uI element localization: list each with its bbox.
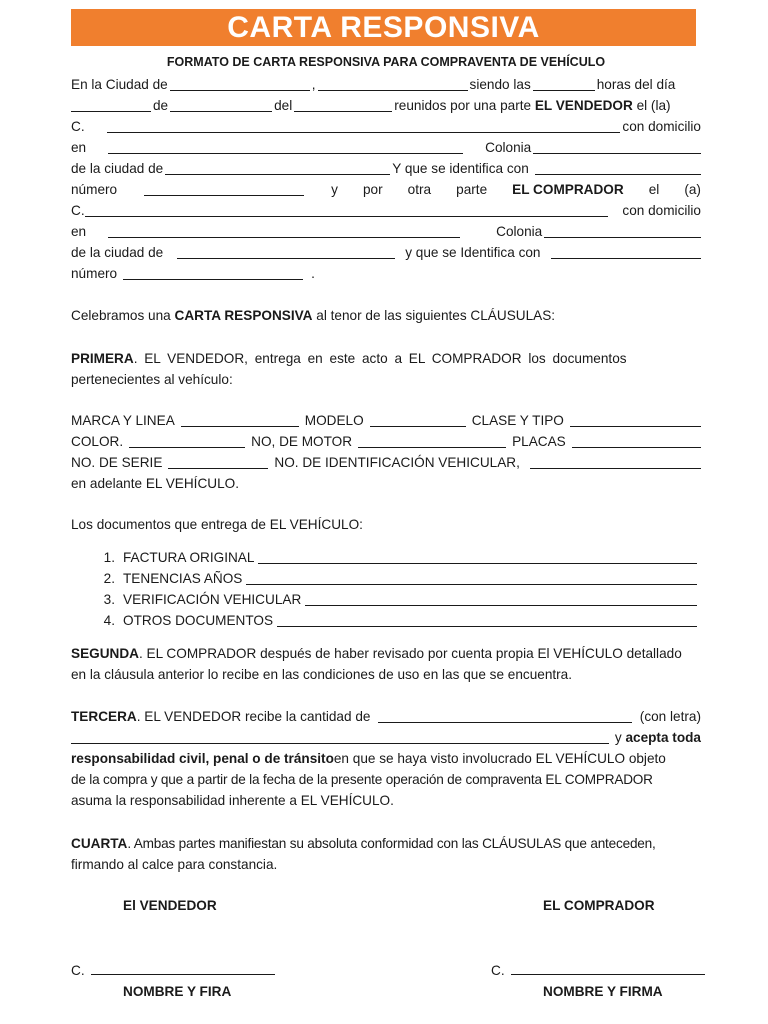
intro-line-6 bbox=[71, 178, 701, 199]
blank-seller-colonia[interactable] bbox=[533, 139, 701, 154]
intro-line-7 bbox=[71, 199, 701, 220]
text: Colonia bbox=[485, 140, 532, 155]
vehicle-line-4 bbox=[71, 472, 701, 493]
text: COLOR. bbox=[71, 434, 124, 449]
text: de la compra y que a partir de la fecha de la presente operación de compraventa EL COMPRADOR bbox=[71, 772, 653, 787]
buyer-signature-label: EL COMPRADOR bbox=[543, 898, 655, 913]
blank-day[interactable] bbox=[71, 97, 151, 112]
text: En la Ciudad de bbox=[71, 77, 168, 92]
text: , bbox=[311, 77, 316, 92]
text: siendo las bbox=[469, 77, 531, 92]
text: EL VENDEDOR bbox=[534, 98, 633, 113]
document-list-item bbox=[71, 567, 701, 588]
text: C. bbox=[491, 963, 505, 978]
intro-line-2 bbox=[71, 94, 701, 115]
tercera-line-5 bbox=[71, 789, 701, 810]
text: C. bbox=[71, 203, 85, 218]
text: al tenor de las siguientes CLÁUSULAS: bbox=[312, 308, 556, 323]
clause-label: SEGUNDA bbox=[71, 646, 139, 661]
text: parte bbox=[456, 182, 488, 197]
blank-motor[interactable] bbox=[358, 433, 506, 448]
blank-modelo[interactable] bbox=[370, 412, 466, 427]
blank-seller-city[interactable] bbox=[165, 160, 390, 175]
text: de bbox=[153, 98, 169, 113]
list-number: 3. bbox=[103, 592, 115, 607]
blank-seller-number[interactable] bbox=[144, 181, 304, 196]
text: horas del día bbox=[596, 77, 676, 92]
blank-document-4[interactable] bbox=[277, 612, 697, 627]
intro-line-10 bbox=[71, 262, 701, 283]
buyer-signature-line bbox=[491, 960, 707, 978]
blank-year[interactable] bbox=[294, 97, 392, 112]
text: Celebramos una bbox=[71, 308, 175, 323]
segunda-line-1 bbox=[71, 642, 701, 663]
segunda-line-2 bbox=[71, 663, 701, 684]
blank-marca[interactable] bbox=[181, 412, 299, 427]
text: Colonia bbox=[496, 224, 543, 239]
text: del bbox=[274, 98, 293, 113]
blank-hour[interactable] bbox=[533, 76, 595, 91]
text: responsabilidad civil, penal o de tránsito bbox=[71, 751, 334, 766]
text: MARCA Y LINEA bbox=[71, 413, 175, 428]
text: y bbox=[331, 182, 338, 197]
text: número bbox=[71, 266, 118, 281]
blank-buyer-id[interactable] bbox=[551, 244, 702, 259]
text: en que se haya visto involucrado EL VEHÍCULO objeto bbox=[333, 751, 666, 766]
text: . EL VENDEDOR, entrega en este acto a EL COMPRADOR los documentos bbox=[133, 351, 627, 366]
clause-label: TERCERA bbox=[71, 709, 137, 724]
seller-name-signature-caption: NOMBRE Y FIRA bbox=[123, 984, 232, 999]
blank-place[interactable] bbox=[318, 76, 468, 91]
clause-cuarta bbox=[71, 832, 701, 874]
text: PLACAS bbox=[512, 434, 566, 449]
blank-color[interactable] bbox=[129, 433, 245, 448]
blank-buyer-colonia[interactable] bbox=[544, 223, 701, 238]
text: asuma la responsabilidad inherente a EL VEHÍCULO. bbox=[71, 793, 394, 808]
blank-buyer-address[interactable] bbox=[108, 223, 460, 238]
text: en bbox=[71, 140, 87, 155]
text: el (la) bbox=[636, 98, 671, 113]
intro-line-9 bbox=[71, 241, 701, 262]
document-list-item bbox=[71, 588, 701, 609]
document-list-item bbox=[71, 609, 701, 630]
text: NO. DE IDENTIFICACIÓN VEHICULAR, bbox=[274, 455, 520, 470]
text: CLASE Y TIPO bbox=[471, 413, 564, 428]
text: número bbox=[71, 182, 118, 197]
blank-city[interactable] bbox=[170, 76, 310, 91]
text: pertenecientes al vehículo: bbox=[71, 372, 233, 387]
text: (con letra) bbox=[639, 709, 701, 724]
blank-serie[interactable] bbox=[168, 454, 268, 469]
primera-line-2 bbox=[71, 368, 701, 389]
blank-clase[interactable] bbox=[570, 412, 701, 427]
vehicle-line-1 bbox=[71, 409, 701, 430]
text: . EL VENDEDOR recibe la cantidad de bbox=[136, 709, 371, 724]
text: NO, DE MOTOR bbox=[251, 434, 353, 449]
primera-line-1 bbox=[71, 347, 701, 368]
buyer-name-signature-caption: NOMBRE Y FIRMA bbox=[543, 984, 663, 999]
text: en la cláusula anterior lo recibe en las condiciones de uso en las que se encuentra. bbox=[71, 667, 573, 682]
intro-line-3 bbox=[71, 115, 701, 136]
seller-signature-label: El VENDEDOR bbox=[123, 898, 217, 913]
text: . EL COMPRADOR después de haber revisado por cuenta propia El VEHÍCULO detallado bbox=[138, 646, 682, 661]
text: otra bbox=[407, 182, 432, 197]
tercera-line-2 bbox=[71, 726, 701, 747]
list-number: 1. bbox=[103, 550, 115, 565]
blank-buyer-number[interactable] bbox=[123, 265, 303, 280]
documents-ordered-list bbox=[71, 546, 701, 630]
blank-amount[interactable] bbox=[378, 708, 631, 723]
intro-line-8 bbox=[71, 220, 701, 241]
blank-buyer-city[interactable] bbox=[177, 244, 395, 259]
text: con domicilio bbox=[622, 203, 701, 218]
text: en bbox=[71, 224, 87, 239]
blank-buyer-signature[interactable] bbox=[511, 960, 705, 975]
text: (a) bbox=[684, 182, 701, 197]
text: NO. DE SERIE bbox=[71, 455, 163, 470]
text: de la ciudad de bbox=[71, 245, 164, 260]
text: . bbox=[311, 266, 315, 281]
blank-document-3[interactable] bbox=[305, 591, 697, 606]
intro-line-1 bbox=[71, 73, 701, 94]
blank-seller-name[interactable] bbox=[107, 118, 621, 133]
list-number: 4. bbox=[103, 613, 115, 628]
intro-section bbox=[71, 73, 701, 283]
documents-intro: Los documentos que entrega de EL VEHÍCULO: bbox=[71, 517, 363, 532]
clause-segunda bbox=[71, 642, 701, 684]
blank-seller-id[interactable] bbox=[535, 160, 701, 175]
blank-seller-address[interactable] bbox=[108, 139, 463, 154]
clause-label: PRIMERA bbox=[71, 351, 134, 366]
text: y que se Identifica con bbox=[405, 245, 541, 260]
document-label: TENENCIAS AÑOS bbox=[123, 571, 243, 586]
text: EL COMPRADOR bbox=[512, 182, 624, 197]
intro-line-5 bbox=[71, 157, 701, 178]
text: y bbox=[614, 730, 622, 745]
tercera-line-4 bbox=[71, 768, 701, 789]
document-list-item bbox=[71, 546, 701, 567]
text: por bbox=[362, 182, 383, 197]
document-title-banner: CARTA RESPONSIVA bbox=[71, 9, 696, 46]
text: Y que se identifica con bbox=[392, 161, 529, 176]
document-label: OTROS DOCUMENTOS bbox=[123, 613, 274, 628]
blank-placas[interactable] bbox=[572, 433, 701, 448]
text: con domicilio bbox=[622, 119, 701, 134]
cuarta-line-2 bbox=[71, 853, 701, 874]
clause-tercera bbox=[71, 705, 701, 810]
celebramos-paragraph bbox=[71, 305, 701, 326]
text: de la ciudad de bbox=[71, 161, 164, 176]
blank-document-1[interactable] bbox=[258, 549, 697, 564]
documents-list bbox=[71, 546, 701, 630]
blank-amount-words[interactable] bbox=[71, 729, 609, 744]
blank-buyer-name[interactable] bbox=[85, 202, 609, 217]
clause-label: CUARTA bbox=[71, 836, 128, 851]
text: firmando al calce para constancia. bbox=[71, 857, 278, 872]
clause-primera bbox=[71, 347, 701, 389]
tercera-line-1 bbox=[71, 705, 701, 726]
blank-month[interactable] bbox=[170, 97, 272, 112]
document-subtitle: FORMATO DE CARTA RESPONSIVA PARA COMPRAVENTA DE VEHÍCULO bbox=[166, 55, 606, 69]
text: acepta toda bbox=[625, 730, 701, 745]
text: el bbox=[648, 182, 660, 197]
cuarta-line-1 bbox=[71, 832, 701, 853]
intro-line-4 bbox=[71, 136, 701, 157]
seller-signature-line bbox=[71, 960, 277, 978]
text: C. bbox=[71, 963, 85, 978]
text: reunidos por una parte bbox=[394, 98, 532, 113]
vehicle-line-3 bbox=[71, 451, 701, 472]
text: MODELO bbox=[304, 413, 364, 428]
blank-document-2[interactable] bbox=[246, 570, 697, 585]
text: C. bbox=[71, 119, 85, 134]
list-number: 2. bbox=[103, 571, 115, 586]
text: en adelante EL VEHÍCULO. bbox=[71, 476, 240, 491]
tercera-line-3 bbox=[71, 747, 701, 768]
blank-identificacion[interactable] bbox=[530, 454, 701, 469]
document-label: VERIFICACIÓN VEHICULAR bbox=[123, 592, 302, 607]
vehicle-fields bbox=[71, 409, 701, 493]
text: CARTA RESPONSIVA bbox=[174, 308, 313, 323]
document-label: FACTURA ORIGINAL bbox=[123, 550, 255, 565]
vehicle-line-2 bbox=[71, 430, 701, 451]
text: . Ambas partes manifiestan su absoluta conformidad con las CLÁUSULAS que anteceden, bbox=[127, 836, 656, 851]
blank-seller-signature[interactable] bbox=[91, 960, 275, 975]
